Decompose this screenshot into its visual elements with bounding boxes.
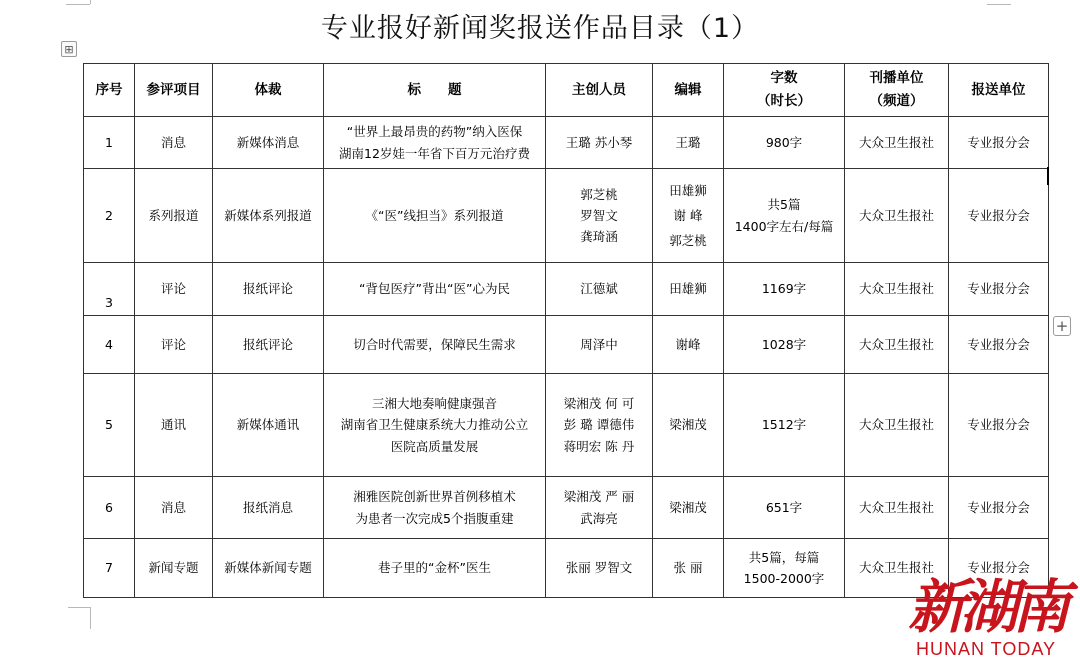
row-words-cell[interactable] [724,539,845,598]
row-category-cell[interactable]: 系列报道 [135,169,213,263]
row-title-line: 医院高质量发展 [390,438,479,454]
row-submitter-cell[interactable]: 专业报分会 [949,263,1049,316]
row-editor-cell[interactable] [653,477,724,539]
row-title-cell[interactable] [324,477,546,539]
row-title-line: “世界上最昂贵的药物”纳入医保 [346,124,523,140]
row-title-cell[interactable] [324,316,546,374]
table-row [84,539,1049,598]
row-words-line: 1512字 [761,417,807,433]
row-category-cell[interactable]: 消息 [135,477,213,539]
header-publisher [845,64,949,117]
row-authors-line: 江德斌 [580,281,618,297]
header-genre: 体裁 [213,64,324,117]
row-editor-line: 王璐 [675,134,701,150]
row-authors-line: 彭 璐 谭德伟 [563,417,635,433]
header-publisher-line1: 刊播单位 [869,70,924,87]
row-words-cell[interactable] [724,169,845,263]
row-authors-line: 郭芝桃 [580,186,618,202]
header-words [724,64,845,117]
row-editor-line: 田雄狮 [669,183,707,198]
row-editor-line: 张 丽 [673,560,703,576]
header-submitter: 报送单位 [949,64,1049,117]
watermark-brand: 新湖南 [907,573,1064,641]
header-words-line1: 字数 [770,70,798,87]
row-submitter-cell[interactable]: 专业报分会 [949,117,1049,169]
row-words-line: 1169字 [761,281,807,297]
table-row [84,316,1049,374]
row-words-cell[interactable] [724,117,845,169]
row-submitter-cell[interactable]: 专业报分会 [949,316,1049,374]
row-publisher-cell[interactable]: 大众卫生报社 [845,169,949,263]
row-genre-cell[interactable]: 报纸评论 [213,263,324,316]
row-editor-line: 谢峰 [675,336,701,352]
table-row [84,117,1049,169]
row-title-line: 湖南12岁娃一年省下百万元治疗费 [339,145,530,161]
table-row [84,169,1049,263]
row-authors-line: 梁湘茂 严 丽 [563,489,635,505]
row-authors-cell[interactable] [546,374,653,477]
row-no-cell[interactable]: 5 [84,374,135,477]
table-row [84,477,1049,539]
row-words-line: 651字 [765,499,803,515]
row-publisher-cell[interactable]: 大众卫生报社 [845,539,949,598]
row-publisher-cell[interactable]: 大众卫生报社 [845,374,949,477]
row-editor-line: 谢 峰 [673,208,703,223]
row-genre-cell[interactable]: 新媒体新闻专题 [213,539,324,598]
row-words-cell[interactable] [724,263,845,316]
row-authors-cell[interactable] [546,263,653,316]
row-title-cell[interactable] [324,374,546,477]
row-authors-cell[interactable] [546,539,653,598]
text-cursor [1047,167,1049,185]
page-corner-mark-top-left-v [90,0,91,4]
row-title-line: 切合时代需要，保障民生需求 [353,336,516,352]
row-no-cell[interactable]: 6 [84,477,135,539]
row-editor-cell[interactable] [653,539,724,598]
row-submitter-cell[interactable]: 专业报分会 [949,539,1049,598]
row-no-cell[interactable]: 4 [84,316,135,374]
row-publisher-cell[interactable]: 大众卫生报社 [845,117,949,169]
row-no-cell[interactable]: 3 [84,263,135,316]
row-publisher-cell[interactable]: 大众卫生报社 [845,477,949,539]
row-submitter-cell[interactable]: 专业报分会 [949,477,1049,539]
row-authors-line: 武海亮 [580,510,618,526]
row-title-line: “背包医疗”背出“医”心为民 [359,281,510,297]
row-words-cell[interactable] [724,477,845,539]
row-authors-cell[interactable] [546,477,653,539]
submission-table [83,63,1049,598]
row-genre-cell[interactable]: 新媒体系列报道 [213,169,324,263]
page-corner-mark-top-left [66,0,90,5]
row-editor-cell[interactable] [653,316,724,374]
page-corner-mark-top-right [987,0,1011,5]
row-editor-line: 梁湘茂 [669,417,707,433]
row-words-line: 1500-2000字 [743,571,825,586]
row-title-line: 《“医”线担当》系列报道 [365,207,504,223]
row-category-cell[interactable]: 消息 [135,117,213,169]
row-submitter-cell[interactable]: 专业报分会 [949,169,1049,263]
row-editor-cell[interactable] [653,263,724,316]
row-genre-cell[interactable]: 新媒体消息 [213,117,324,169]
row-editor-cell[interactable] [653,169,724,263]
table-row [84,374,1049,477]
row-words-line: 共5篇，每篇 [748,549,820,565]
document-title: 专业报好新闻奖报送作品目录（1） [320,13,760,44]
row-category-cell[interactable]: 评论 [135,316,213,374]
row-title-cell[interactable] [324,117,546,169]
row-editor-line: 梁湘茂 [669,499,707,515]
header-authors: 主创人员 [546,64,653,117]
row-title-cell[interactable] [324,263,546,316]
row-editor-line: 田雄狮 [669,281,707,297]
row-category-cell[interactable]: 通讯 [135,374,213,477]
row-no-cell[interactable]: 1 [84,117,135,169]
page-corner-mark-bottom-left-v [90,607,91,629]
table-row [84,263,1049,316]
row-title-cell[interactable] [324,169,546,263]
row-authors-cell[interactable] [546,117,653,169]
header-editor: 编辑 [653,64,724,117]
row-words-line: 共5篇 [767,197,801,213]
row-title-line: 湖南省卫生健康系统大力推动公立 [340,417,529,433]
table-header-row [84,64,1049,117]
row-publisher-cell[interactable]: 大众卫生报社 [845,316,949,374]
watermark-sub: HUNAN TODAY [915,639,1056,659]
row-authors-line: 张丽 罗智文 [565,560,633,576]
row-category-cell[interactable]: 新闻专题 [135,539,213,598]
row-words-line: 1400字左右/每篇 [734,218,834,234]
row-authors-cell[interactable] [546,316,653,374]
row-genre-cell[interactable]: 报纸消息 [213,477,324,539]
row-authors-line: 周泽中 [580,336,618,352]
row-words-cell[interactable] [724,374,845,477]
row-words-line: 980字 [765,134,803,150]
row-title-line: 湘雅医院创新世界首例移植术 [353,489,516,505]
row-words-line: 1028字 [761,336,807,352]
row-title-cell[interactable] [324,539,546,598]
row-no-cell[interactable]: 2 [84,169,135,263]
row-editor-line: 郭芝桃 [669,233,707,248]
row-authors-line: 王璐 苏小琴 [565,134,633,150]
row-submitter-cell[interactable]: 专业报分会 [949,374,1049,477]
row-authors-line: 蒋明宏 陈 丹 [563,438,635,454]
row-authors-line: 龚琦涵 [580,229,618,245]
watermark-logo [905,560,1070,660]
row-title-line: 三湘大地奏响健康强音 [371,396,497,412]
header-words-line2: （时长） [757,93,811,109]
header-no: 序号 [84,64,135,117]
page-corner-mark-bottom-left [68,607,90,608]
row-title-line: 为患者一次完成5个指腹重建 [355,510,514,526]
table-move-handle-icon[interactable]: ⊞ [61,41,77,57]
row-editor-cell[interactable] [653,374,724,477]
header-category: 参评项目 [135,64,213,117]
header-title: 标 题 [324,64,546,117]
row-genre-cell[interactable]: 新媒体通讯 [213,374,324,477]
row-editor-cell[interactable] [653,117,724,169]
row-no-cell[interactable]: 7 [84,539,135,598]
row-publisher-cell[interactable]: 大众卫生报社 [845,263,949,316]
row-authors-cell[interactable] [546,169,653,263]
header-publisher-line2: （频道） [869,93,924,109]
plus-icon[interactable]: + [1053,316,1071,336]
row-genre-cell[interactable]: 报纸评论 [213,316,324,374]
row-category-cell[interactable]: 评论 [135,263,213,316]
row-authors-line: 罗智文 [580,207,618,223]
row-title-line: 巷子里的“金杯”医生 [378,560,491,576]
row-authors-line: 梁湘茂 何 可 [563,396,635,412]
row-words-cell[interactable] [724,316,845,374]
